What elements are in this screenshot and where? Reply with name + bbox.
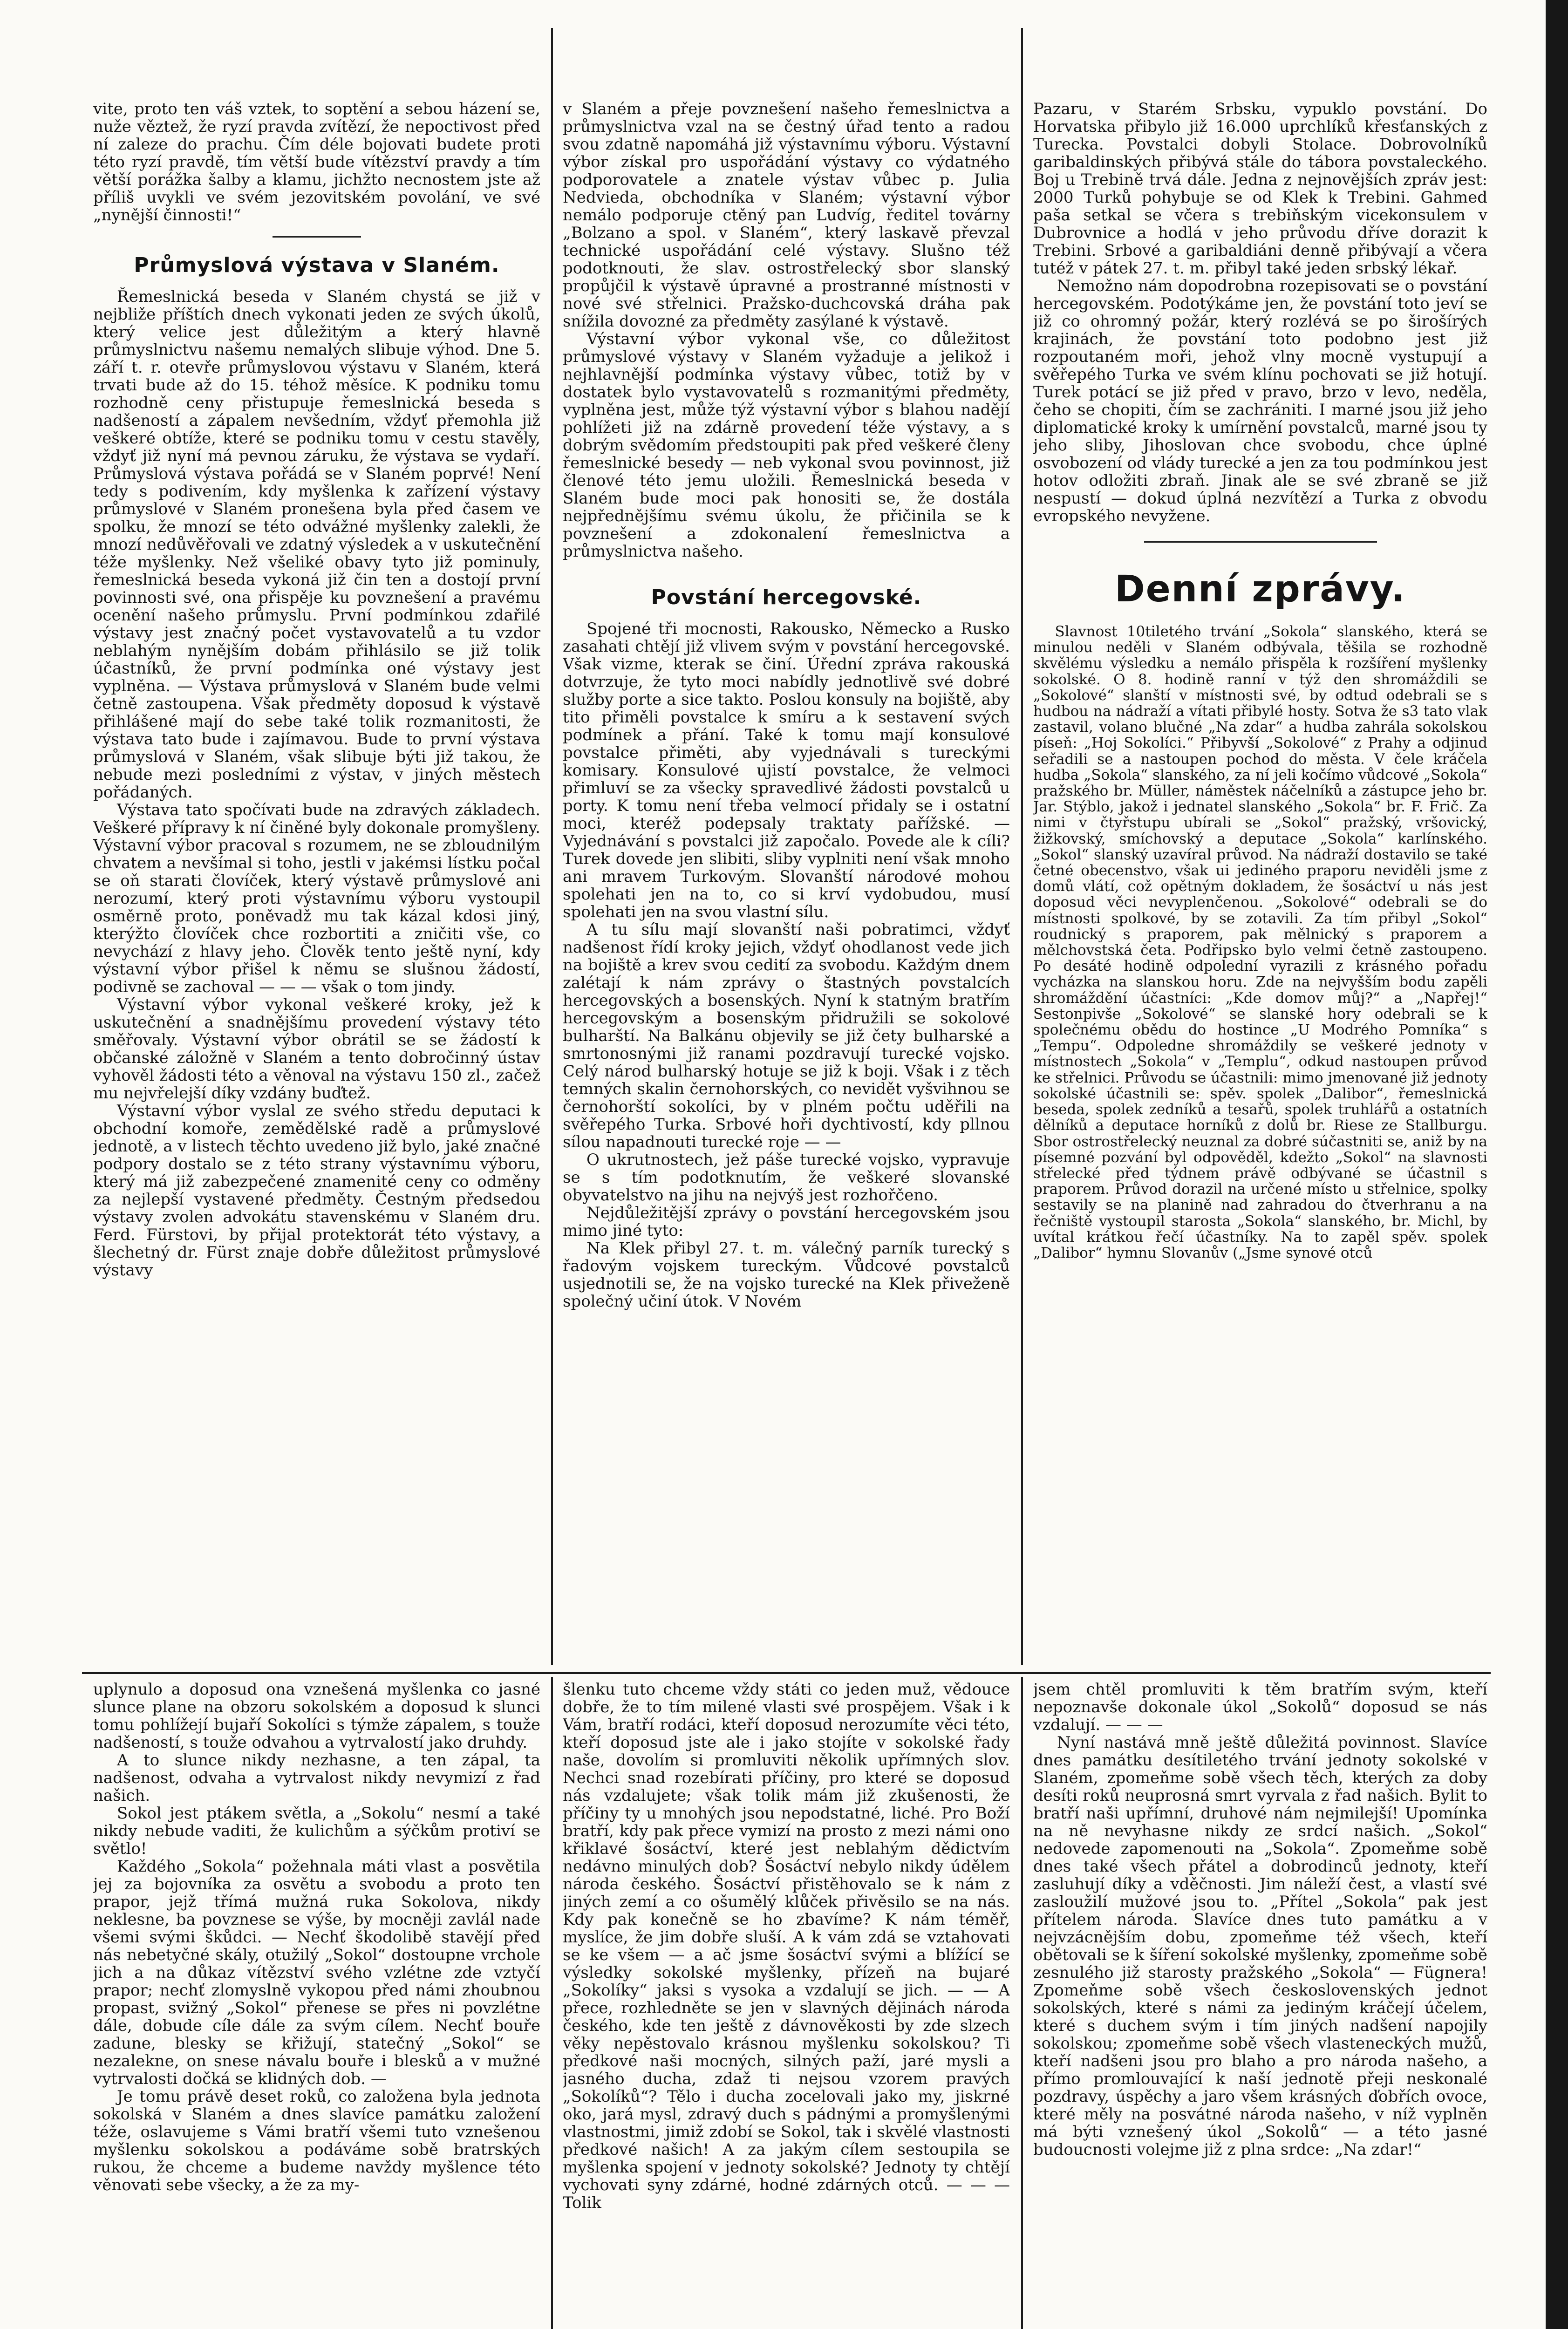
headline-daily-news: Denní zprávy. — [1114, 568, 1406, 610]
paragraph: Nemožno nám dopodrobna rozepisovati se o povstání hercegovském. Podotýkáme jen, že povstání toto jeví se již co ohromný požár, který rozlévá se po širošírých krajinách, že povstání toto podobno jest již rozpoutaném moři, jehož vlny mocně vystupují a svěřepého Turka ve svém klínu pochovati se již hotují. Turek potácí se již před v pravo, brzo v levo, neděla, čeho se chopiti, čím se zachrániti. I marné jsou již jeho diplomatické kroky k umírnění povstalců, marné jsou ty jeho sliby, Jihoslovan chce svobodu, chce úplné osvobození od vlády turecké a jen za tou podmínkou jest hotov odložiti zbraň. Jinak ale se své zbraně se již nespustí — dokud úplná nezvítězí a Turka z obvodu evropského nevyžene. — [1033, 277, 1487, 525]
paragraph: Je tomu právě deset roků, co založena byla jednota sokolská v Slaném a dnes slavíce památku založení téže, oslavujeme s Vámi bratří všemi tuto vznešenou myšlenku sokolskou a podáváme sobě bratrských rukou, že chceme a budeme navždy myšlence této věnovati sebe všecky, a že za my- — [93, 2087, 540, 2194]
column-left-bottom — [93, 1681, 540, 2328]
paragraph: O ukrutnostech, jež páše turecké vojsko, vypravuje se s tím podotknutím, že veškeré slovanské obyvatelstvo na jihu na nejvýš jest rozhořčeno. — [563, 1151, 1010, 1205]
separator — [1144, 541, 1377, 543]
article-continuation: vite, proto ten váš vztek, to soptění a sebou házení se, nuže věztež, že ryzí pravda zvítězí, že nepoctivost před ní zaleze do prachu. Čím déle bojovati budete proti této ryzí pravdě, tím větší bude vítězství pravdy a tím větší porážka šalby a klamu, jichžto necnostem jste až příliš uvykli ve svém jezovitském povolání, ve své „nynější činnosti!“ — [93, 100, 540, 225]
paragraph: Nyní nastává mně ještě důležitá povinnost. Slavíce dnes památku desítiletého trvání jednoty sokolské v Slaném, zpomeňme sobě všech těch, kterých za doby desíti roků neuprosná smrt vyrvala z řad našich. Bylit to bratří naši upřímní, druhové nám nejmilejší! Upomínka na ně nevyhasne nikdy ze srdcí našich. „Sokol“ nedovede zapomenouti na „Sokola“. Zpomeňme sobě dnes také všech přátel a dobrodinců jednoty, kteří zasluhují díky a vděčnosti. Jim náleží čest, a vlastí své zasloužilí mužové jsou to. „Přítel „Sokola“ pak jest přítelem národa. Slavíce dnes tuto památku a v nejvzácnějším dobu, zpomeňme též všech, kteří obětovali se k šíření sokolské myšlenky, zpomeňme sobě zesnulého již starosty pražského „Sokola“ — Fügnera! Zpomeňme sobě všech československých jednot sokolských, které s námi za jediným kráčejí účelem, které s duchem svým i tím jiných nadšení napojily sokolskou; zpomeňme sobě všech vlasteneckých mužů, kteří nadšeni jsou pro blaho a pro národa našeho, a přímo promlouvající k naší jednotě přeji neskonalé pozdravy, úspěchy a jaro všem krásných ďobřích ovoce, které měly na posvátné národa našeho, v níž vyplněn má býti vznešený úkol „Sokolů“ — a této jasné budoucnosti volejme již z plna srdce: „Na zdar!“ — [1033, 1733, 1487, 2159]
paragraph: jsem chtěl promluviti k těm bratřím svým, kteří nepoznavše dokonale úkol „Sokolů“ doposud se nás vzdalují. — — — — [1033, 1681, 1487, 1734]
column-divider-bottom-left — [551, 1677, 553, 2329]
paragraph: Řemeslnická beseda v Slaném chystá se již v nejbliže příštích dnech vykonati jeden ze svých úkolů, který velice jest důležitým a který hlavně průmyslnictvu našemu nemalých slibuje výhod. Dne 5. září t. r. otevře průmyslovou výstavu v Slaném, která trvati bude až do 15. téhož měsíce. K podniku tomu rozhodně ceny přistupuje řemeslnická beseda s nadšeností a zápalem nevšedním, vždyť přemohla již veškeré obtíže, které se podniku tomu v cestu stavěly, vždyť již nyní má pevnou záruku, že výstava se vydaří. Průmyslová výstava pořádá se v Slaném poprvé! Není tedy s podivením, kdy myšlenka k zařízení výstavy průmyslové v Slaném pronešena byla před časem ve spolku, že mnozí se této odvážné myšlenky zalekli, že mnozí nedůvěřovali ve zdatný výsledek a v uskutečnění téže myšlenky. Než všeliké obavy tyto již pominuly, řemeslnická beseda vykoná již čin ten a dostojí první povinnosti své, ona přispěje ku povznešení a pravému ocenění našeho průmyslu. První podmínkou zdařilé výstavy jest značný počet vystavovatelů a tu vzdor neblahým nynějším dobám přihlásilo se již tolik účastníků, že první podmínka oné výstavy jest vyplněna. — Výstava průmyslová v Slaném bude velmi četně zastoupena. Však předměty doposud k výstavě přihlášené mají do sebe také tolik rozmanitosti, že výstava tato bude i zajímavou. Bude to první výstava průmyslová v Slaném, však slibuje býti již takou, že nebude mezi posledními z výstav, v jiných městech pořádaných. — [93, 287, 540, 802]
column-right-bottom — [1033, 1681, 1487, 2328]
paragraph: šlenku tuto chceme vždy státi co jeden muž, vědouce dobře, že to tím milené vlasti své prospějem. Však i k Vám, bratří rodáci, kteří doposud nerozumíte věci této, kteří doposud jste ale i jako stojíte v sokolské řady naše, dovolím si promluviti několik upřímných slov. Nechci snad rozebírati příčiny, pro které se doposud nás vzdalujete; však tolik mám již zkušenosti, že příčiny ty u mnohých jsou nepodstatné, liché. Pro Boží bratří, kdy pak přece vymizí na prosto z mezi námi ono křiklavé šosáctví, které jest neblahým dědictvím nedávno minulých dob? Šosáctví nebylo nikdy údělem národa českého. Šosáctví přistěhovalo se k nám z jiných zemí a co ošumělý klůček přivěsilo se na nás. Kdy pak konečně se ho zbavíme? K nám téměř, myslíce, že jim dobře sluší. A k vám zdá se vztahovati se ke všem — a ač jsme šosáctví svými a blížící se výsledky sokolské myšlenky, přízeň na bujaré „Sokolíky“ jaksi s vysoka a vzdalují se jich. — — A přece, rozhledněte se jen v slavných dějinách národa českého, kde ten ještě z dávnověkosti by zde slzech věky nepěstovalo krásnou myšlenku sokolskou? Ti předkové naši mocných, silných paží, jaré mysli a jasného ducha, zdaž ti nejsou vzorem pravých „Sokolíků“? Tělo i ducha zocelovali jako my, jiskrné oko, jará mysl, zdravý duch s pádnými a promyšlenými vlastnostmi, jimiž zdobí se Sokol, tak i skvělé vlastnosti předkové našich! A za jakým cílem sestoupila se myšlenka spojení v jednoty sokolské? Jednoty ty chtějí vychovati syny zdárné, hodné zdárných otců. — — — Tolik — [563, 1681, 1010, 2212]
column-middle-top — [563, 100, 1010, 1668]
paragraph: Výstava tato spočívati bude na zdravých základech. Veškeré přípravy k ní činěné byly dokonale promyšleny. Výstavní výbor pracoval s rozumem, ne se zbloudnilým chvatem a nevšímal si toho, jestli v jakémsi lístku počal se oň starati človíček, který výstavě průmyslové ani nerozumí, který proti výstavnímu výboru vystoupil osměrně proto, poněvadž mu tak kázal kdosi jiný, kterýžto človíček chce rozbortiti a zničiti vše, co nevychází z hlavy jeho. Člověk tento ještě nyní, kdy výstavní výbor přišel k němu se slušnou žádostí, podivně se zachoval — — — však o tom jindy. — [93, 801, 540, 996]
scan-edge — [1546, 0, 1568, 2329]
paragraph: A to slunce nikdy nezhasne, a ten zápal, ta nadšenost, odvaha a vytrvalost nikdy nevymizí z řad našich. — [93, 1751, 540, 1805]
column-left-top — [93, 100, 540, 1668]
column-divider-right — [1021, 28, 1023, 1665]
paragraph: Na Klek přibyl 27. t. m. válečný parník turecký s řadovým vojskem tureckým. Vůdcové povstalců usjednotili se, že na vojsko turecké na Klek přiveženě společný učiní útok. V Novém — [563, 1239, 1010, 1311]
paragraph: Slavnost 10tiletého trvání „Sokola“ slanského, která se minulou neděli v Slaném odbývala, těšila se rozhodně skvělému výsledku a nemálo přispěla k rozšíření myšlenky sokolské. O 8. hodině ranní v týž den shromáždili se „Sokolové“ slanští v místnosti své, by odtud odebrali se s hudbou na nádraží a vítati přibylé hosty. Sotva že s3 tato vlak zastavil, volano blučné „Na zdar“ a hudba zahrála sokolskou píseň: „Hoj Sokolíci.“ Přibyvší „Sokolové“ z Prahy a odjinud seřadili se a nastoupen pochod do města. V čele kráčela hudba „Sokola“ slanského, za ní jeli kočímo vůdcové „Sokola“ pražského br. Müller, náměstek náčelníků a zástupce jeho br. Jar. Stýblo, jakož i jednatel slanského „Sokola“ br. F. Frič. Za nimi v čtyřstupu ubírali se „Sokol“ pražský, vršovický, žižkovský, smíchovský a deputace „Sokola“ karlínského. „Sokol“ slanský uzavíral průvod. Na nádraží dostavilo se také četné obecenstvo, však ui jediného praporu neviděli jsme z domů vlátí, což opětným dokladem, že šosáctví u nás jest doposud věci nevyplenčenou. „Sokolové“ odebrali se do místnosti spolkové, by se zotavili. Za tím přibyl „Sokol“ roudnický s praporem, pak mělnický s praporem a mělchovstská četa. Podřipsko bylo velmi četně zastoupeno. Po desáté hodině odpolední vyrazili z krásného pořadu vycházka na slanskou horu. Zde na nejvyšším bodu zapěli shromáždění účastníci: „Kde domov můj?“ a „Napřej!“ Sestonpivše „Sokolové“ se slanské hory odebrali se k společnému obědu do hostince „U Modrého Pomníka“ s „Tempu“. Odpoledne shromáždily se veškeré jednoty v místnostech „Sokola“ v „Templu“, odkud nastoupen průvod ke střelnici. Průvodu se účastnili: mimo jmenované již jednoty sokolské účastnili se: spěv. spolek „Dalibor“, řemeslnická beseda, spolek zedníků a tesařů, spolek truhlářů a ostatních dělníků a deputace horníků z dolů br. Riese ze Stallburgu. Sbor ostrostřelecký neuznal za dobré súčastniti se, aniž by na písemné pozvání byl odpověděl, kdežto „Sokol“ na slavnosti střelecké před týdnem právě odbývané se účastnil s praporem. Průvod dorazil na určené místo u střelnice, spolky sestavily se na planině nad zahradou do čtverhranu a na řečniště vystoupil starosta „Sokola“ slanského, br. Michl, by uvítal krátkou řečí účastníky. Na to zapěl spěv. spolek „Dalibor“ hymnu Slovanův („Jsme synové otců — [1033, 623, 1487, 1261]
paragraph: Pazaru, v Starém Srbsku, vypuklo povstání. Do Horvatska přibylo již 16.000 uprchlíků křesťanských z Turecka. Povstalci dobyli Stolace. Dobrovolníků garibaldinských přibývá stále do tábora povstaleckého. Boj u Trebině trvá dále. Jedna z nejnovějších zpráv jest: 2000 Turků pohybuje se od Klek k Trebini. Gahmed paša setkal se včera s trebiňským vicekonsulem v Dubrovnice a hodlá v jeho průvodu dříve dorazit k Trebini. Srbové a garibaldiáni denně přibývají a včera tutéž v pátek 27. t. m. přibyl také jeden srbský lékař. — [1033, 100, 1487, 278]
headline-industrial-exhibition: Průmyslová výstava v Slaném. — [134, 253, 500, 277]
separator — [273, 236, 361, 238]
paragraph: Spojené tři mocnosti, Rakousko, Německo a Rusko zasahati chtějí již vlivem svým v povstání hercegovské. Však vizme, kterak se činí. Úřední zpráva rakouská dotvrzuje, že tyto moci nabídly jednotlivě své dobré služby porte a sice takto. Poslou konsuly na bojiště, aby tito přiměli povstalce k smíru a k sestavení svých podmínek a přání. Také k tomu mají konsulové povstalce přiměti, aby vyjednávali s tureckými komisary. Konsulové ujistí povstalce, že velmoci přimluví se za všecky spravedlivé žádosti povstalců u porty. K tomu není třeba velmocí přidaly se i ostatní moci, kteréž podepsaly traktaty pařížské. — Vyjednávání s povstalci již započalo. Povede ale k cíli? Turek dovede jen slibiti, sliby vyplniti není však mnoho ani mravem Turkovým. Slovanští národové mohou spolehati jen na to, co si krví vydobudou, musí spolehati jen na svou vlastní sílu. — [563, 620, 1010, 921]
paragraph: Výstavní výbor vykonal veškeré kroky, jež k uskutečnění a snadnějšímu provedení výstavy této směřovaly. Výstavní výbor obrátil se se žádostí k občanské záložně v Slaném a tento dobročinný ústav vyhověl žádosti této a věnoval na výstavu 150 zl., začež mu nejvřelejší díky vzdány buďtež. — [93, 995, 540, 1103]
column-right-top — [1033, 100, 1487, 1668]
paragraph: Každého „Sokola“ požehnala máti vlast a posvětila jej za bojovníka za osvětu a svobodu a proto ten prapor, jejž třímá mužná ruka Sokolova, nikdy neklesne, ba povznese se výše, by mocněji zavlál nade všemi svými škůdci. — Nechť škodolibě stavějí před nás nebetyčné skály, otužilý „Sokol“ dostoupne vrchole jich a na důkaz vítězství svého vzlétne zde vztyčí prapor; nechť zlomyslně vykopou před námi zhoubnou propast, svižný „Sokol“ přenese se přes ni povzlétne dále, dobude cíle dále za svým cílem. Nechť bouře zadune, blesky se křižují, statečný „Sokol“ se nezalekne, on snese návalu bouře i blesků a v mužné vytrvalosti dočká se klidných dob. — — [93, 1857, 540, 2088]
column-middle-bottom — [563, 1681, 1010, 2328]
paragraph: v Slaném a přeje povznešení našeho řemeslnictva a průmyslnictva vzal na se čestný úřad tento a radou svou zdatně napomáhá již výstavnímu výboru. Výstavní výbor získal pro uspořádání výstavy co výdatného podporovatele a znatele výstav vůbec p. Julia Nedvieda, obchodníka v Slaném; výstavní výbor nemálo podporuje ctěný pan Ludvíg, ředitel továrny „Bolzano a spol. v Slaném“, který laskavě převzal technické uspořádání celé výstavy. Slušno též podotknouti, že slav. ostrostřelecký sbor slanský propůjčil k výstavě úpravné a prostranné místnosti v nové své střelnici. Pražsko-duchcovská dráha pak snížila dovozné za předměty zasýlané k výstavě. — [563, 100, 1010, 331]
paragraph: Nejdůležitější zprávy o povstání hercegovském jsou mimo jiné tyto: — [563, 1204, 1010, 1240]
paragraph: Výstavní výbor vykonal vše, co důležitost průmyslové výstavy v Slaném vyžaduje a jelikož i nejhlavnější podmínka výstavy vůbec, totiž by v dostatek bylo vystavovatelů s rozmanitými předměty, vyplněna jest, může týž výstavní výbor s blahou nadějí pohlížeti již na zdárně provedení téže výstavy, a s dobrým svědomím předstoupiti pak před veškeré členy řemeslnické besedy — neb vykonal svou povinnost, již členové této jemu uložili. Řemeslnická beseda v Slaném bude moci pak honositi se, že dostála nejpřednějšímu svému úkolu, že přičinila se k povznešení a zdokonalení řemeslnictva a průmyslnictva našeho. — [563, 330, 1010, 561]
column-divider-left — [551, 28, 553, 1665]
paragraph: uplynulo a doposud ona vznešená myšlenka co jasné slunce plane na obzoru sokolském a doposud k slunci tomu pohlížejí bujaří Sokolíci s týmže zápalem, s touže nadšeností, s touže odvahou a vytrvalostí jako druhdy. — [93, 1681, 540, 1752]
headline-herzegovina-uprising: Povstání hercegovské. — [651, 586, 922, 609]
paragraph: Výstavní výbor vyslal ze svého středu deputaci k obchodní komoře, zemědělské radě a průmyslové jednotě, a v listech těchto uvedeno již bylo, jaké značné podpory dostalo se z této strany výstavnímu výboru, který má již zabezpečené znamenité ceny co odměny za nejlepší vystavené předměty. Čestným předsedou výstavy zvolen advokátu stavenskému v Slaném dru. Ferd. Fürstovi, by přijal protektorát této výstavy, a šlechetný dr. Fürst znaje dobře důležitost průmyslové výstavy — [93, 1102, 540, 1280]
paragraph: Sokol jest ptákem světla, a „Sokolu“ nesmí a také nikdy nebude vaditi, že kulichům a sýčkům protiví se světlo! — [93, 1804, 540, 1858]
column-divider-bottom-right — [1021, 1677, 1023, 2329]
section-rule — [82, 1672, 1491, 1674]
paragraph: A tu sílu mají slovanští naši pobratimci, vždyť nadšenost řídí kroky jejich, vždyť ohodlanost vede jich na bojiště a krev svou cedití za svobodu. Každým dnem zalétají k nám zprávy o štastných povstalcích hercegovských a bosenských. Nyní k statným bratřím hercegovským a bosenským přidružili se sokolové bulharští. Na Balkánu objevily se již čety bulharské a smrtonosnými již ranami pozdravují turecké vojsko. Celý národ bulharský hotuje se již k boji. Však i z těch temných skalin černohorských, co nevidět vyšvihnou se černohorští sokolíci, by v plném počtu uděřili na svěřepého Turka. Srbové hoři dychtivostí, kdy pllnou sílou napadnouti turecké roje — — — [563, 920, 1010, 1151]
